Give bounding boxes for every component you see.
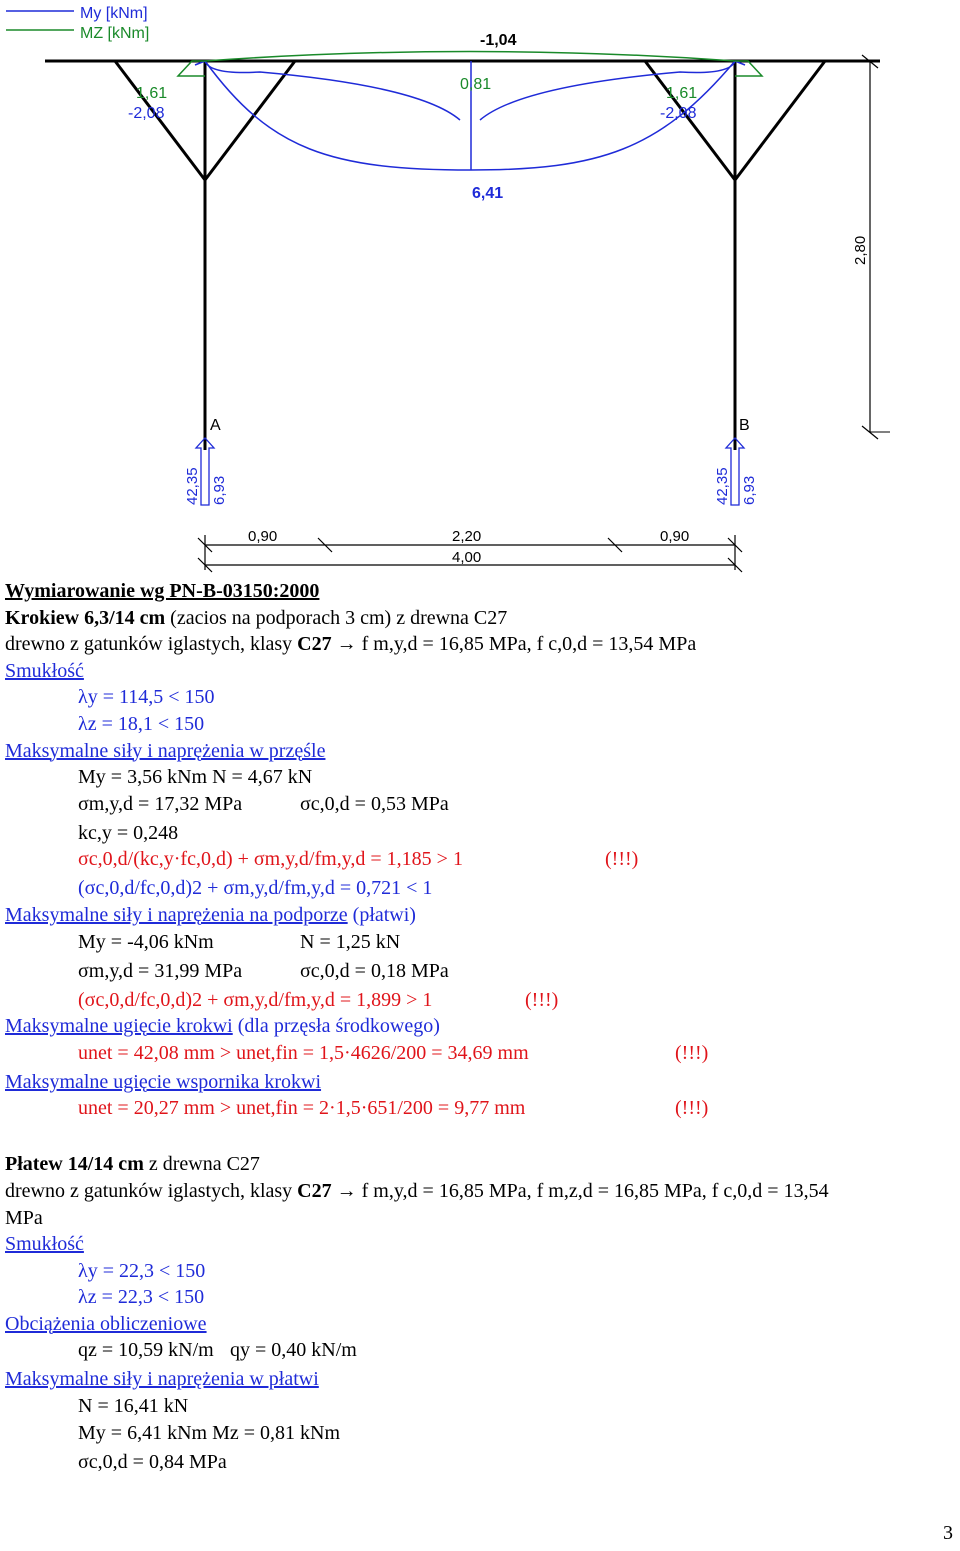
span-heading: Maksymalne siły i naprężenia w przęśle xyxy=(5,739,326,762)
dim-left-overhang: 0,90 xyxy=(248,528,278,545)
material-2-wrap: MPa xyxy=(5,1206,43,1229)
support-condition-flag: (!!!) xyxy=(525,988,559,1011)
lambda-z: λz = 18,1 < 150 xyxy=(78,712,205,735)
label-right-mz: 1,61 xyxy=(666,85,698,102)
page-number: 3 xyxy=(943,1522,953,1544)
krokiew-heading: Krokiew 6,3/14 cm xyxy=(5,606,166,629)
deflection-1-flag: (!!!) xyxy=(675,1041,709,1064)
platew-forces-heading: Maksymalne siły i naprężenia w płatwi xyxy=(5,1368,319,1391)
legend xyxy=(6,5,149,42)
support-b-label: B xyxy=(739,417,750,434)
span-my: My = 3,56 kNm xyxy=(78,766,208,789)
deflection-1-heading: Maksymalne ugięcie krokwi xyxy=(5,1015,233,1038)
material-2-desc: drewno z gatunków iglastych, klasy xyxy=(5,1179,298,1202)
slenderness-heading: Smukłość xyxy=(5,659,84,682)
label-center-mz: 0,81 xyxy=(460,76,492,93)
lambda-y-2: λy = 22,3 < 150 xyxy=(78,1259,206,1282)
platew-desc: z drewna C27 xyxy=(143,1153,260,1176)
span-condition-1: σc,0,d/(kc,y·fc,0,d) + σm,y,d/fm,y,d = 1,185 > 1 xyxy=(78,848,463,871)
platew-heading: Płatew 14/14 cm xyxy=(5,1153,144,1176)
arrow-icon-2: → xyxy=(336,1179,357,1202)
platew-sigma: σc,0,d = 0,84 MPa xyxy=(78,1450,227,1473)
span-kcy: kc,y = 0,248 xyxy=(78,821,179,844)
label-right-my: -2,08 xyxy=(660,105,697,122)
support-sigma-c: σc,0,d = 0,18 MPa xyxy=(300,959,449,982)
span-condition-1-flag: (!!!) xyxy=(605,848,639,871)
legend-mz-label: MZ [kNm] xyxy=(80,25,150,42)
height-dim-label: 2,80 xyxy=(852,235,869,265)
span-sigma-c: σc,0,d = 0,53 MPa xyxy=(300,792,449,815)
label-center-top: -1,04 xyxy=(480,32,517,49)
deflection-2-heading: Maksymalne ugięcie wspornika krokwi xyxy=(5,1070,322,1093)
arrow-icon: → xyxy=(336,633,357,656)
label-left-mz: 1,61 xyxy=(136,85,168,102)
krokiew-desc: (zacios na podporach 3 cm) z drewna C27 xyxy=(165,606,508,629)
support-n: N = 1,25 kN xyxy=(300,930,401,953)
span-condition-2: (σc,0,d/fc,0,d)2 + σm,y,d/fm,y,d = 0,721 < 1 xyxy=(78,877,433,900)
platew-n: N = 16,41 kN xyxy=(78,1395,189,1418)
platew-my: My = 6,41 kNm xyxy=(78,1421,208,1444)
dim-right-overhang: 0,90 xyxy=(660,528,690,545)
material-values: f m,y,d = 16,85 MPa, f c,0,d = 13,54 MPa xyxy=(361,633,697,656)
span-sigma-m: σm,y,d = 17,32 MPa xyxy=(78,792,243,815)
support-a-label: A xyxy=(210,417,221,434)
slenderness-2-heading: Smukłość xyxy=(5,1233,84,1256)
material-class: C27 xyxy=(297,633,332,656)
deflection-1: unet = 42,08 mm > unet,fin = 1,5·4626/200 = 34,69 mm xyxy=(78,1041,529,1064)
moment-diagram xyxy=(0,0,960,580)
dim-total: 4,00 xyxy=(452,549,482,566)
span-n: N = 4,67 kN xyxy=(212,766,313,789)
support-condition: (σc,0,d/fc,0,d)2 + σm,y,d/fm,y,d = 1,899 > 1 xyxy=(78,988,433,1011)
platew-mz: Mz = 0,81 kNm xyxy=(212,1421,341,1444)
loads-heading: Obciążenia obliczeniowe xyxy=(5,1312,207,1335)
reaction-a-v1: 42,35 xyxy=(184,467,201,505)
deflection-2: unet = 20,27 mm > unet,fin = 2·1,5·651/200 = 9,77 mm xyxy=(78,1097,526,1120)
calculation-text xyxy=(5,578,955,1475)
reaction-b-v2: 6,93 xyxy=(741,475,758,505)
legend-my-label: My [kNm] xyxy=(80,5,148,22)
doc-title: Wymiarowanie wg PN-B-03150:2000 xyxy=(5,580,320,602)
frame xyxy=(45,61,880,450)
dim-middle-span: 2,20 xyxy=(452,528,482,545)
label-center-my: 6,41 xyxy=(472,185,504,202)
deflection-1-rest: (dla przęsła środkowego) xyxy=(232,1015,440,1038)
height-dimension xyxy=(852,55,890,439)
load-qz: qz = 10,59 kN/m xyxy=(78,1339,214,1362)
material-2-values: f m,y,d = 16,85 MPa, f m,z,d = 16,85 MPa, f c,0,d = 13,54 xyxy=(361,1179,829,1202)
support-my: My = -4,06 kNm xyxy=(78,930,214,953)
support-heading: Maksymalne siły i naprężenia na podporze xyxy=(5,903,348,926)
deflection-2-flag: (!!!) xyxy=(675,1097,709,1120)
reaction-a-v2: 6,93 xyxy=(211,475,228,505)
support-sigma-m: σm,y,d = 31,99 MPa xyxy=(78,959,243,982)
lambda-y: λy = 114,5 < 150 xyxy=(78,686,215,709)
material-desc: drewno z gatunków iglastych, klasy xyxy=(5,633,298,656)
support-heading-rest: (płatwi) xyxy=(347,903,416,926)
reaction-b-v1: 42,35 xyxy=(714,467,731,505)
label-left-my: -2,08 xyxy=(128,105,165,122)
lambda-z-2: λz = 22,3 < 150 xyxy=(78,1286,205,1309)
material-2-class: C27 xyxy=(297,1179,332,1202)
load-qy: qy = 0,40 kN/m xyxy=(230,1339,357,1362)
